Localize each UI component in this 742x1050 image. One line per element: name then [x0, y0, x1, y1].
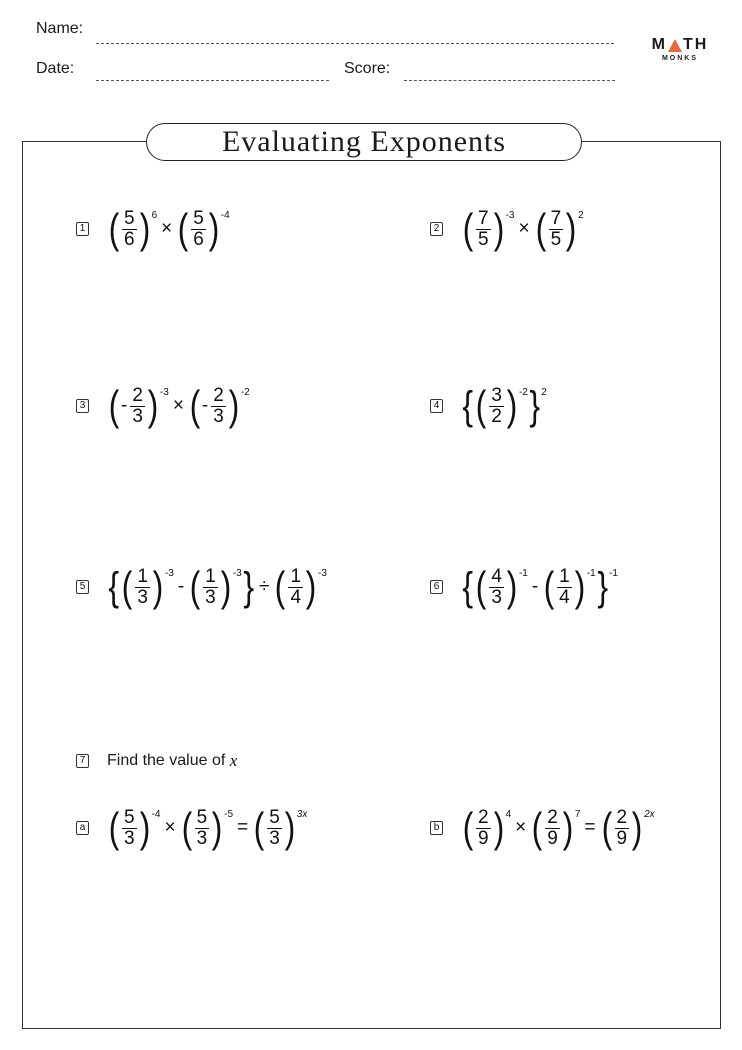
exponent: -3 [164, 568, 174, 579]
problem-letter: b [430, 821, 443, 835]
outer-exponent: -1 [609, 568, 618, 579]
page-title: Evaluating Exponents [221, 125, 507, 158]
problem-number: 6 [430, 580, 443, 594]
exponent: -2 [240, 387, 250, 398]
fraction: $\frac{7}{5}$ [550, 207, 562, 250]
operator: × [518, 218, 530, 239]
fraction: $\frac{5}{3}$ [196, 806, 208, 849]
exponent: -2 [518, 387, 528, 398]
problem-5 [76, 563, 327, 610]
fraction: $\frac{2}{9}$ [547, 806, 558, 849]
expression: { ( $\frac{4}{3}$ ) -1 - ( $\frac{1}{4}$ ) -1 } -1 [462, 563, 618, 610]
date-field[interactable] [96, 80, 329, 81]
exponent: -3 [232, 568, 242, 579]
fraction: $\frac{5}{6}$ [124, 207, 135, 250]
expression: ( $\frac{5}{3}$ ) -4 × ( $\frac{5}{3}$ ) -5 = ( $\frac{5}{3}$ ) 3x [108, 804, 308, 851]
exponent: 7 [574, 809, 581, 820]
problem-3 [76, 382, 250, 429]
operator: - [531, 576, 539, 597]
problem-number: 1 [76, 222, 89, 236]
equals-sign: = [237, 817, 249, 838]
operator: - [177, 576, 185, 597]
fraction: $\frac{2}{9}$ [616, 806, 628, 849]
problem-7b [430, 804, 655, 851]
exponent: -3 [159, 387, 169, 398]
exponent: 2x [644, 809, 655, 820]
operator: × [164, 817, 176, 838]
fraction: $\frac{5}{3}$ [269, 806, 280, 849]
fraction: $\frac{1}{3}$ [137, 565, 148, 608]
expression: { ( $\frac{1}{3}$ ) -3 - ( $\frac{1}{3}$ ) -3 } ÷ ( $\frac{1}{4}$ ) -3 [108, 563, 327, 610]
fraction: $\frac{3}{2}$ [491, 384, 502, 427]
fraction: $\frac{7}{5}$ [478, 207, 489, 250]
logo-wordmark: M TH [651, 36, 709, 53]
fraction: $\frac{5}{6}$ [193, 207, 204, 250]
fraction: $\frac{1}{3}$ [205, 565, 216, 608]
expression: ( - $\frac{2}{3}$ ) -3 × ( - $\frac{2}{3}$ ) -2 [108, 382, 250, 429]
fraction: $\frac{4}{3}$ [491, 565, 502, 608]
exponent: -5 [224, 809, 234, 820]
exponent: 3x [296, 809, 308, 820]
problem-7a [76, 804, 308, 851]
expression: ( $\frac{7}{5}$ ) -3 × ( $\frac{7}{5}$ ) 2 [462, 205, 584, 252]
exponent: -4 [151, 809, 161, 820]
fraction: $\frac{5}{3}$ [124, 806, 135, 849]
problem-number: 4 [430, 399, 443, 413]
problem-4 [430, 382, 547, 429]
expression: ( $\frac{5}{6}$ ) 6 × ( $\frac{5}{6}$ ) -4 [108, 205, 230, 252]
exponent: -1 [586, 568, 596, 579]
fraction: $\frac{1}{4}$ [559, 565, 570, 608]
problem-1 [76, 205, 230, 252]
question-text: Find the value of [107, 752, 226, 769]
score-label: Score: [344, 60, 391, 77]
name-field[interactable] [96, 43, 614, 44]
problem-6 [430, 563, 618, 610]
problem-number: 7 [76, 754, 89, 768]
date-label: Date: [36, 60, 75, 77]
fraction: $\frac{2}{3}$ [213, 384, 224, 427]
operator: ÷ [259, 576, 270, 597]
problem-number: 3 [76, 399, 89, 413]
title-banner [146, 123, 582, 161]
outer-exponent: 2 [541, 387, 547, 398]
fraction: $\frac{2}{3}$ [132, 384, 143, 427]
logo-subtitle: MONKS [661, 55, 699, 62]
question-variable: x [229, 751, 238, 770]
exponent: -1 [518, 568, 528, 579]
exponent: 2 [578, 210, 584, 221]
operator: × [515, 817, 527, 838]
fraction: $\frac{1}{4}$ [290, 565, 302, 608]
problem-7 [76, 751, 237, 771]
exponent: 6 [151, 210, 158, 221]
exponent: 4 [505, 809, 512, 820]
problem-2 [430, 205, 584, 252]
operator: × [161, 218, 173, 239]
problem-number: 5 [76, 580, 89, 594]
problem-letter: a [76, 821, 89, 835]
name-label: Name: [36, 20, 84, 37]
exponent: -3 [318, 568, 327, 579]
operator: × [172, 395, 184, 416]
math-monks-logo [648, 36, 712, 62]
score-field[interactable] [404, 80, 615, 81]
fraction: $\frac{2}{9}$ [478, 806, 489, 849]
expression: ( $\frac{2}{9}$ ) 4 × ( $\frac{2}{9}$ ) 7 = ( $\frac{2}{9}$ ) 2x [462, 804, 655, 851]
exponent: -4 [220, 210, 230, 221]
expression: { ( $\frac{3}{2}$ ) -2 } 2 [462, 382, 547, 429]
logo-triangle-icon [668, 39, 682, 52]
exponent: -3 [505, 210, 515, 221]
problem-number: 2 [430, 222, 443, 236]
equals-sign: = [584, 817, 596, 838]
